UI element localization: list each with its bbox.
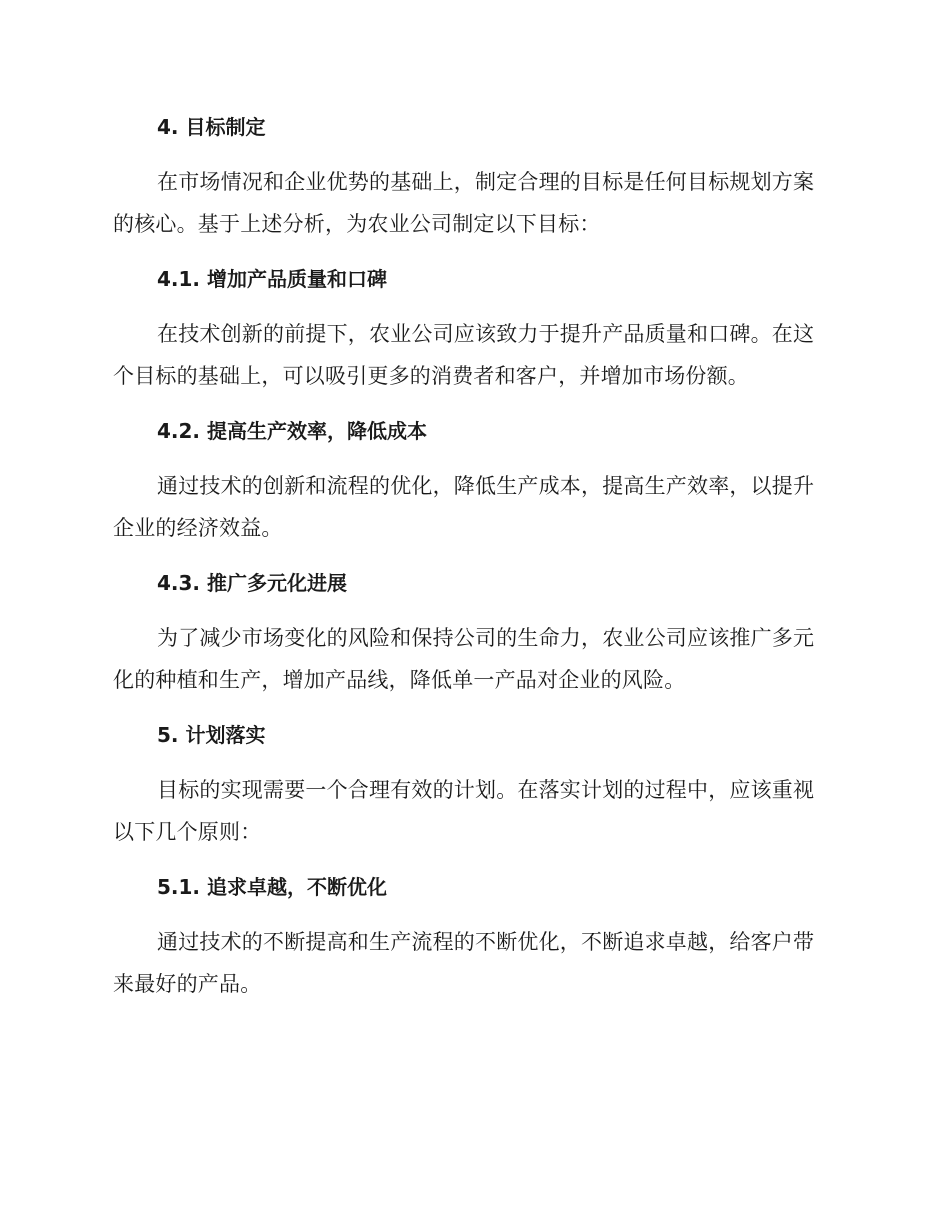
section-paragraph: 通过技术的创新和流程的优化，降低生产成本，提高生产效率，以提升企业的经济效益。	[113, 474, 815, 540]
section-paragraph: 目标的实现需要一个合理有效的计划。在落实计划的过程中，应该重视以下几个原则：	[113, 778, 815, 844]
section-heading: 4. 目标制定	[157, 115, 266, 139]
section-heading: 5. 计划落实	[157, 723, 266, 747]
section-heading: 4.3. 推广多元化进展	[157, 571, 347, 595]
section-paragraph: 为了减少市场变化的风险和保持公司的生命力，农业公司应该推广多元化的种植和生产，增加产品线，降低单一产品对企业的风险。	[113, 626, 815, 692]
section-heading: 4.1. 增加产品质量和口碑	[157, 267, 387, 291]
section-paragraph: 在技术创新的前提下，农业公司应该致力于提升产品质量和口碑。在这个目标的基础上，可以吸引更多的消费者和客户，并增加市场份额。	[113, 322, 815, 388]
section-paragraph: 通过技术的不断提高和生产流程的不断优化，不断追求卓越，给客户带来最好的产品。	[113, 930, 815, 996]
section-paragraph: 在市场情况和企业优势的基础上，制定合理的目标是任何目标规划方案的核心。基于上述分析，为农业公司制定以下目标：	[113, 170, 815, 236]
section-heading: 5.1. 追求卓越，不断优化	[157, 875, 387, 899]
section-heading: 4.2. 提高生产效率，降低成本	[157, 419, 427, 443]
